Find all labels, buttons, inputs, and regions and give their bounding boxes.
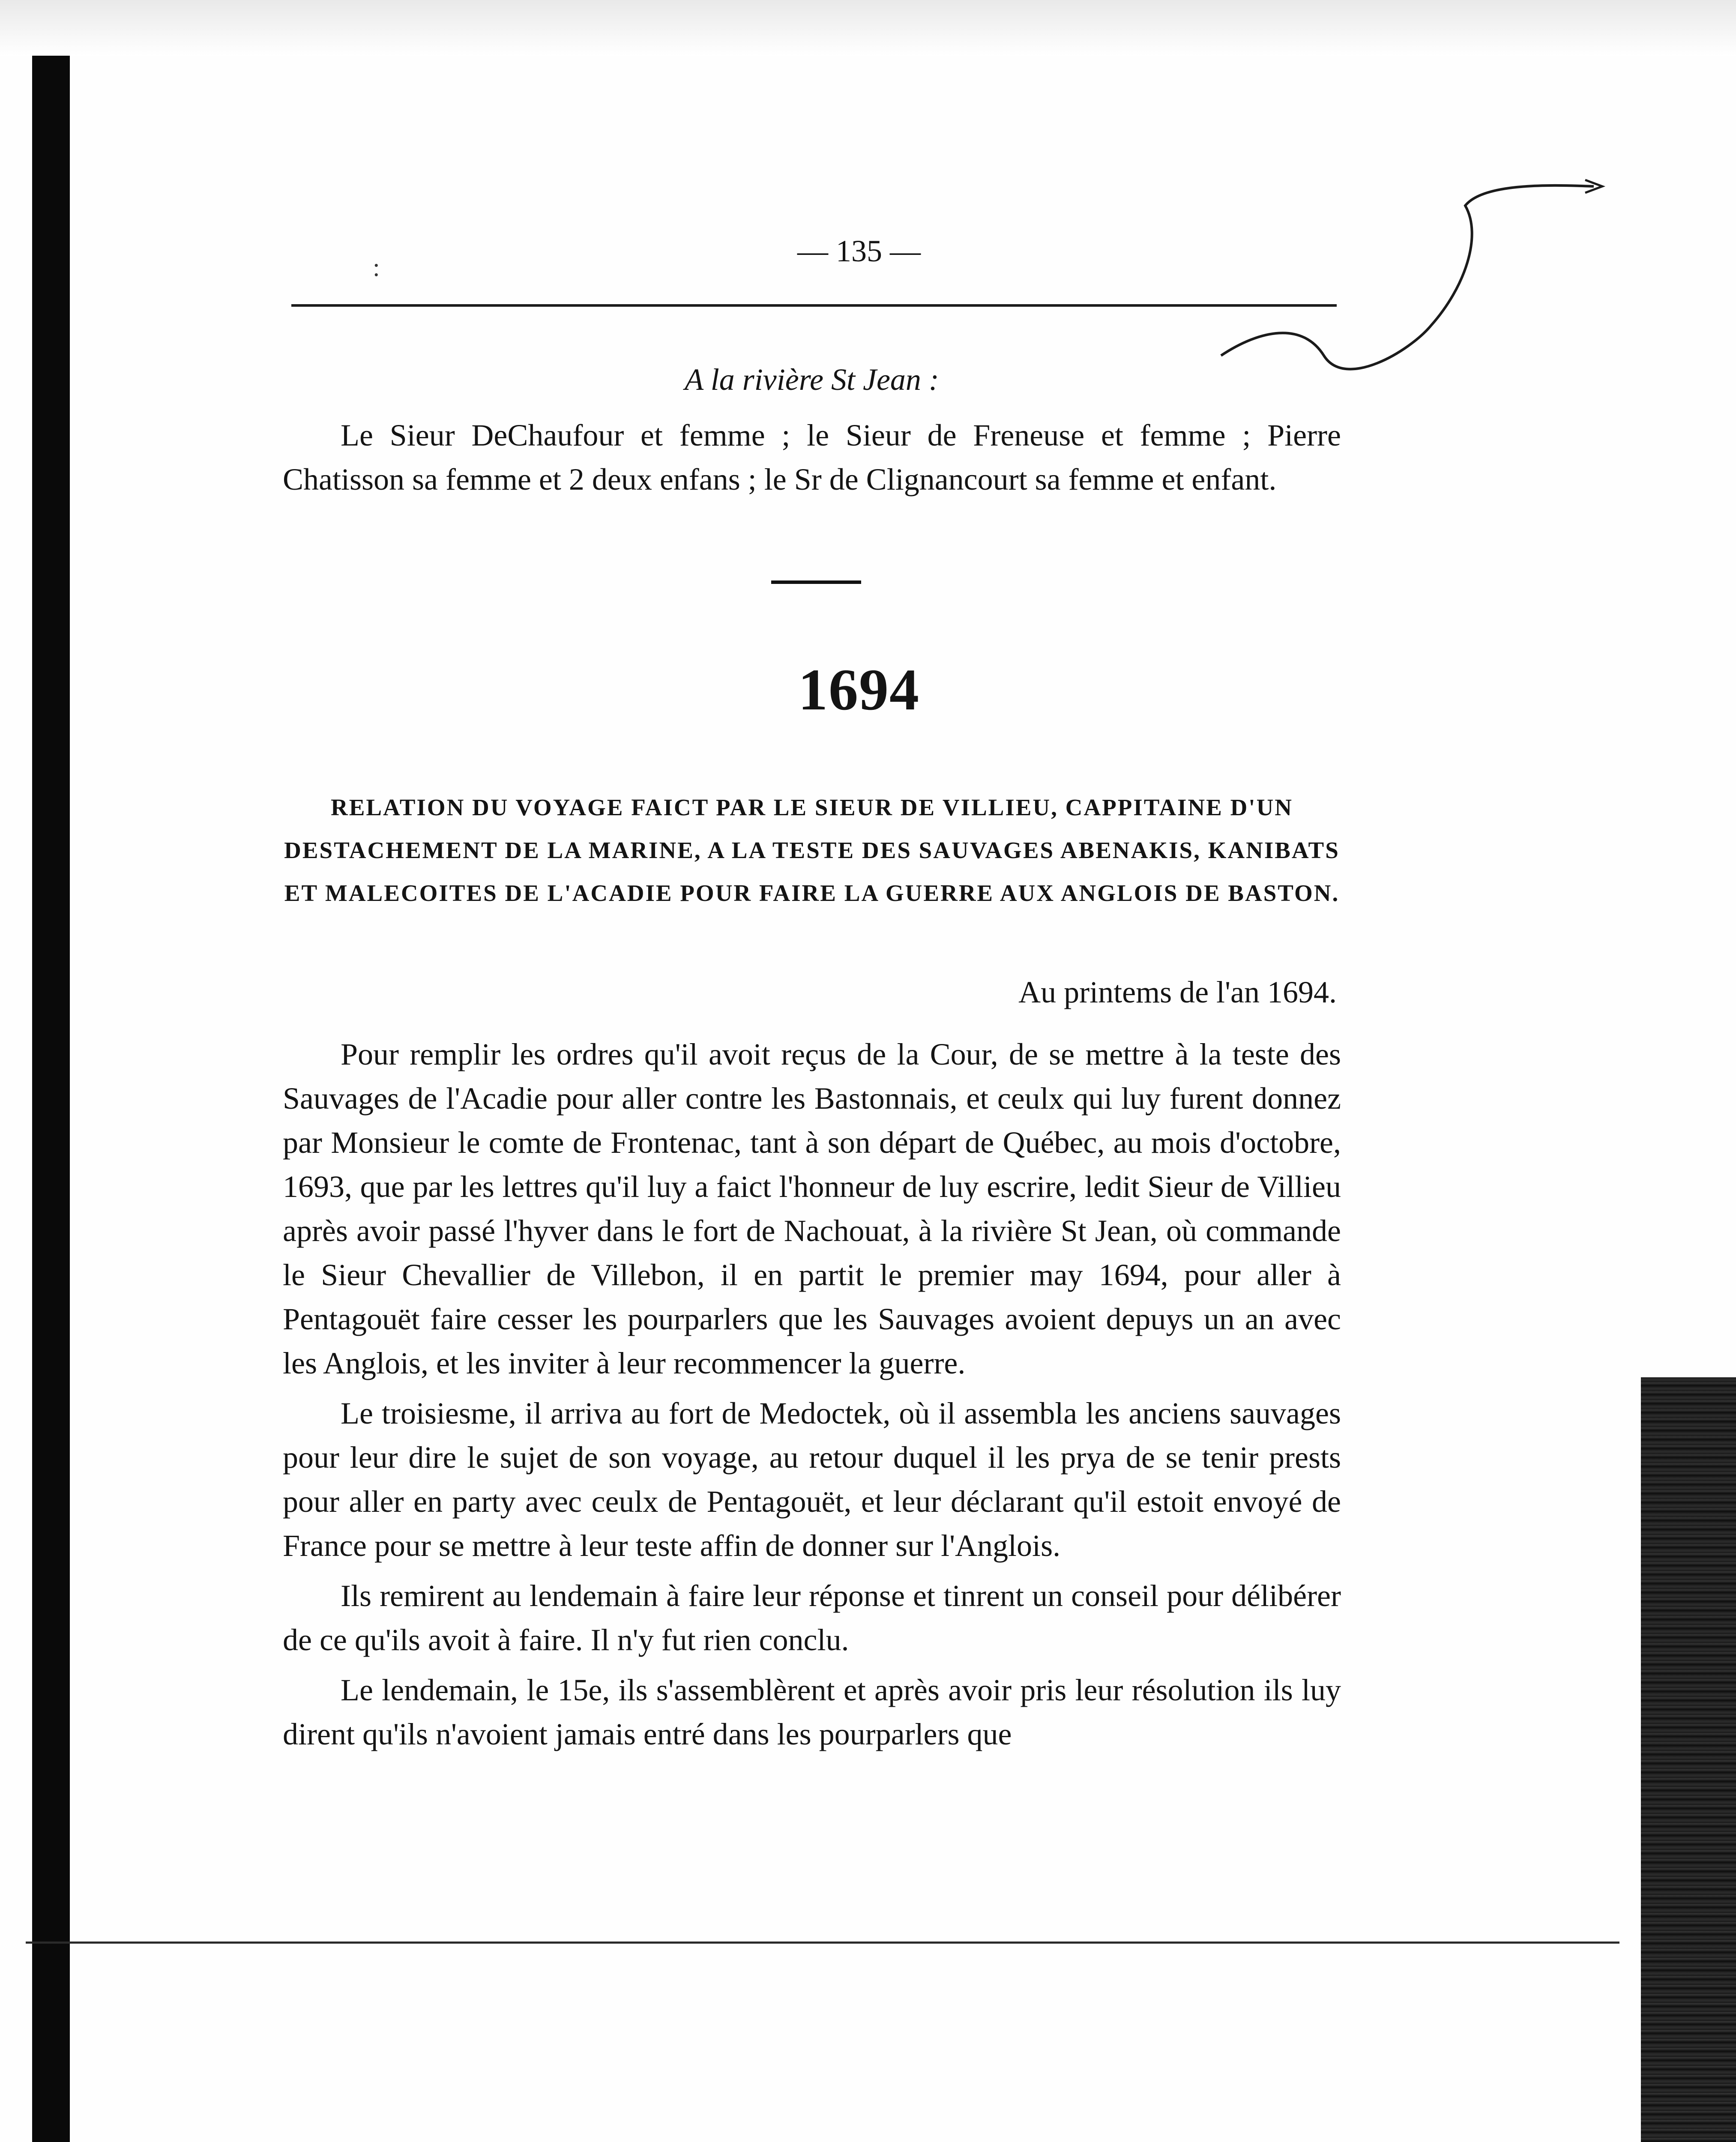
intro-block [283,413,1341,508]
scan-bottom-line [26,1942,1619,1944]
binding-shadow-left [32,56,70,2142]
relation-title: RELATION DU VOYAGE FAICT PAR LE SIEUR DE VILLIEU, CAPPITAINE D'UN DESTACHEMENT DE LA MARINE, A LA TESTE DES SAUVAGES ABENAKIS, KANIBATS ET MALECOITES DE L'ACADIE POUR FAIRE LA GUERRE AUX ANGLOIS DE BASTON. [284,794,1340,906]
scan-edge-right [1641,1377,1736,2142]
scan-top-edge [0,0,1736,56]
separator-rule [771,580,861,584]
header-rule [291,304,1337,307]
intro-paragraph: Le Sieur DeChaufour et femme ; le Sieur de Freneuse et femme ; Pierre Chatisson sa femme et 2 deux enfans ; le Sr de Clignancourt sa femme et enfant. [283,418,1341,497]
section-heading: A la rivière St Jean : [685,362,939,397]
paragraph-3: Ils remirent au lendemain à faire leur réponse et tinrent un conseil pour délibérer de ce qu'ils avoit à faire. Il n'y fut rien conclu. [283,1579,1341,1657]
paragraph-1: Pour remplir les ordres qu'il avoit reçus de la Cour, de se mettre à la teste des Sauvages de l'Acadie pour aller contre les Bastonnais, et ceulx qui luy furent donnez par Monsieur le comte de Frontenac, tant à son départ de Québec, au mois d'octobre, 1693, que par les lettres qu'il luy a faict l'honneur de luy escrire, ledit Sieur de Villieu après avoir passé l'hyver dans le fort de Nachouat, à la rivière St Jean, où commande le Sieur Chevallier de Villebon, il en partit le premier may 1694, pour aller à Pentagouët faire cesser les pourparlers que les Sauvages avoient depuys un an avec les Anglois, et les inviter à leur recommencer la guerre. [283,1037,1341,1380]
page-number: — 135 — [797,234,921,268]
paragraph-4: Le lendemain, le 15e, ils s'assemblèrent et après avoir pris leur résolution ils luy dirent qu'ils n'avoient jamais entré dans les pourparlers que [283,1673,1341,1751]
pencil-mark [1208,167,1611,390]
dateline: Au printems de l'an 1694. [1018,975,1337,1009]
paragraph-2: Le troisiesme, il arriva au fort de Medoctek, où il assembla les anciens sauvages pour leur dire le sujet de son voyage, au retour duquel il les prya de se tenir prests pour aller en party avec ceulx de Pentagouët, et leur déclarant qu'il estoit envoyé de France pour se mettre à leur teste affin de donner sur l'Anglois. [283,1396,1341,1563]
margin-mark: : [373,253,380,281]
body-text [283,1032,1341,1762]
year-heading: 1694 [798,657,920,722]
